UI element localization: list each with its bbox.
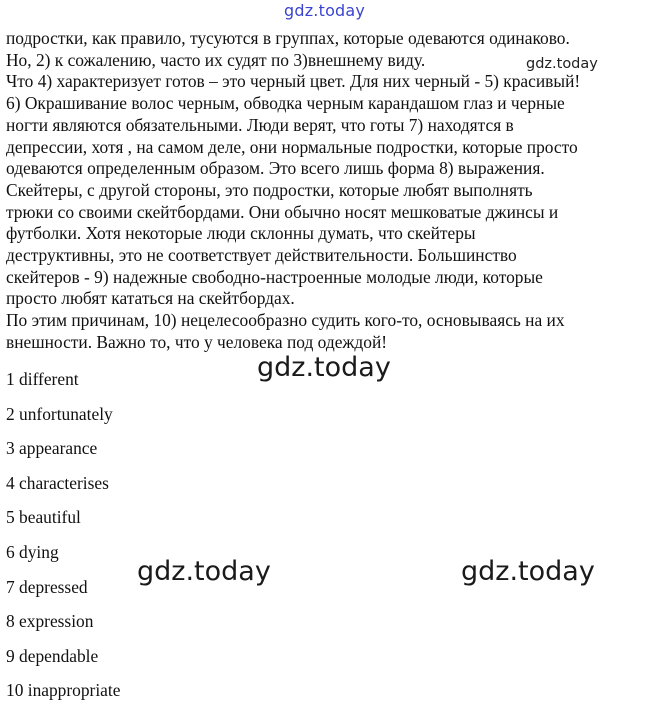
answer-item: 2 unfortunately [6,403,113,424]
paragraph-line: 6) Окрашивание волос черным, обводка черным карандашом глаз и черные [6,93,565,114]
paragraph-line: депрессии, хотя , на самом деле, они нормальные подростки, которые просто [6,136,578,157]
answer-item: 1 different [6,369,79,389]
translation-paragraph [6,28,650,354]
watermark-lower-right: gdz.today [461,556,595,587]
answer-item: 4 characterises [6,472,109,493]
paragraph-line: Но, 2) к сожалению, часто их судят по 3)внешнему виду. [6,49,426,70]
paragraph-line: трюки со своими скейтбордами. Они обычно носят мешковатые джинсы и [6,201,559,222]
paragraph-line: просто любят кататься на скейтбордах. [6,288,295,309]
paragraph-line: По этим причинам, 10) нецелесообразно судить кого-то, основываясь на их [6,310,565,331]
watermark-small: gdz.today [526,56,598,72]
watermark-top: gdz.today [284,1,366,20]
paragraph-line: ногти являются обязательными. Люди верят, что готы 7) находятся в [6,114,514,135]
answer-item: 5 beautiful [6,507,81,528]
answer-item: 7 depressed [6,576,88,597]
answer-list [6,368,120,714]
paragraph-line: скейтеров - 9) надежные свободно-настроенные молодые люди, которые [6,266,543,287]
answer-item: 10 inappropriate [6,680,121,701]
paragraph-line: деструктивны, это не соответствует действительности. Большинство [6,245,517,266]
paragraph-line: подростки, как правило, тусуются в группах, которые одеваются одинаково. [6,28,570,48]
paragraph-line: Что 4) характеризует готов – это черный цвет. Для них черный - 5) красивый! [6,71,581,92]
answer-item: 9 dependable [6,645,99,666]
answer-item: 6 dying [6,541,59,562]
answer-item: 3 appearance [6,438,98,459]
paragraph-line: футболки. Хотя некоторые люди склонны думать, что скейтеры [6,223,476,244]
watermark-lower-left: gdz.today [137,556,271,587]
paragraph-line: внешности. Важно то, что у человека под одеждой! [6,331,388,352]
answer-item: 8 expression [6,611,94,632]
paragraph-line: Скейтеры, с другой стороны, это подростки, которые любят выполнять [6,179,533,200]
watermark-center: gdz.today [257,352,391,383]
paragraph-line: одеваются определенным образом. Это всего лишь форма 8) выражения. [6,158,545,179]
